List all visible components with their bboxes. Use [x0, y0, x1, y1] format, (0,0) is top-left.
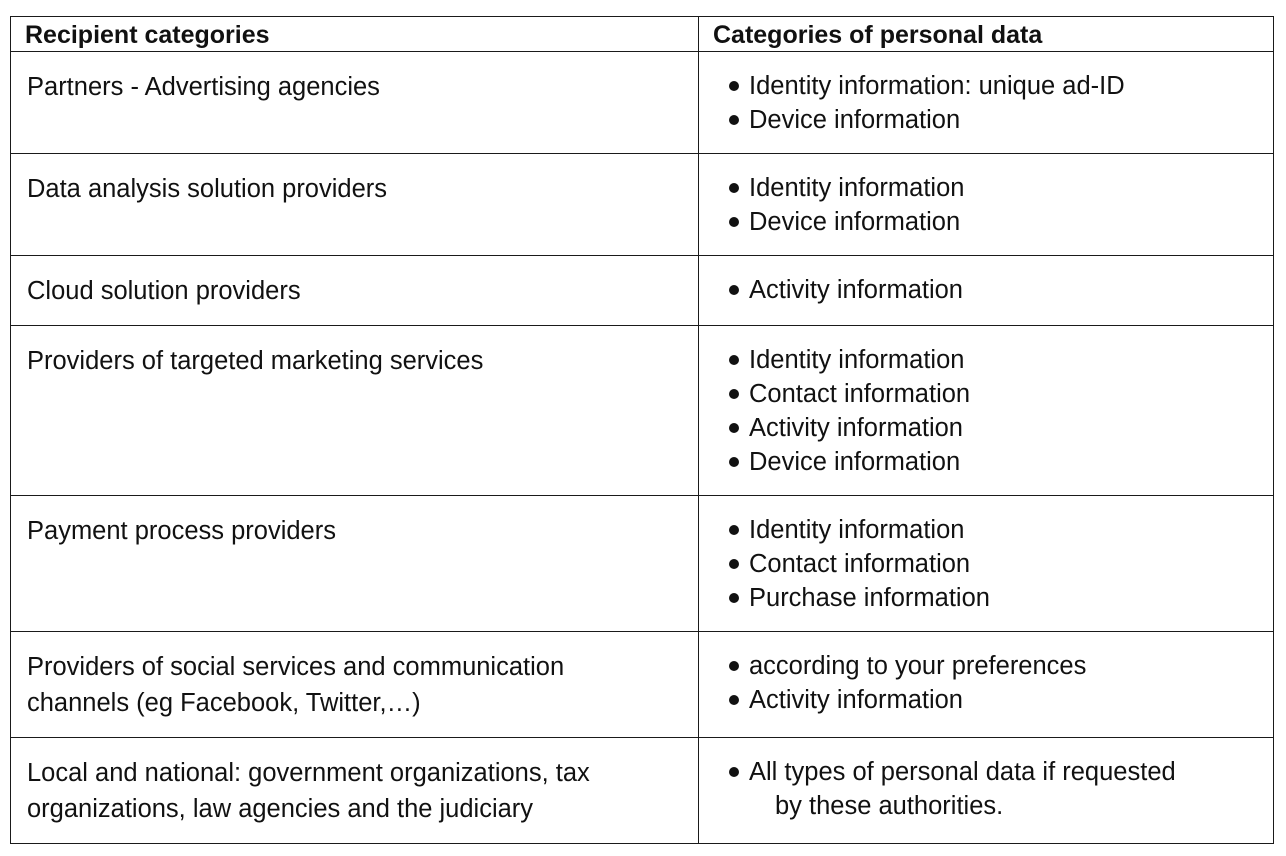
category-item: Activity information: [727, 273, 1263, 307]
category-item: Identity information: unique ad-ID: [727, 69, 1263, 103]
recipient-cell: Data analysis solution providers: [11, 154, 699, 256]
categories-cell: [699, 738, 1274, 844]
category-item: [727, 755, 1263, 823]
category-list: [727, 69, 1263, 137]
recipient-line: Providers of social services and communication: [27, 653, 565, 681]
category-line: by these authorities.: [775, 792, 1004, 820]
categories-cell: [699, 154, 1274, 256]
table-row: [11, 632, 1274, 738]
recipient-cell: Partners - Advertising agencies: [11, 52, 699, 154]
categories-cell: [699, 52, 1274, 154]
categories-cell: [699, 326, 1274, 496]
table-row: [11, 256, 1274, 326]
recipient-cell: [11, 738, 699, 844]
category-item: Identity information: [727, 513, 1263, 547]
category-list: [727, 273, 1263, 307]
category-list: [727, 755, 1263, 823]
category-item: Identity information: [727, 171, 1263, 205]
category-item: Contact information: [727, 547, 1263, 581]
category-item: Device information: [727, 103, 1263, 137]
categories-cell: [699, 496, 1274, 632]
recipient-line: organizations, law agencies and the judiciary: [27, 795, 534, 823]
header-categories-of-personal-data: Categories of personal data: [699, 17, 1274, 52]
category-list: [727, 171, 1263, 239]
recipient-cell: Cloud solution providers: [11, 256, 699, 326]
category-item: Activity information: [727, 411, 1263, 445]
table-row: [11, 154, 1274, 256]
recipient-cell: Payment process providers: [11, 496, 699, 632]
recipient-cell: Providers of targeted marketing services: [11, 326, 699, 496]
category-list: [727, 343, 1263, 479]
category-item: Activity information: [727, 683, 1263, 717]
category-item: Device information: [727, 445, 1263, 479]
recipient-line: channels (eg Facebook, Twitter,…): [27, 689, 421, 717]
table-row: [11, 326, 1274, 496]
table-header-row: [11, 17, 1274, 52]
category-item: Purchase information: [727, 581, 1263, 615]
header-recipient-categories: Recipient categories: [11, 17, 699, 52]
recipient-line: Local and national: government organizations, tax: [27, 759, 590, 787]
category-line: All types of personal data if requested: [749, 758, 1176, 786]
table-row: [11, 496, 1274, 632]
category-item: Identity information: [727, 343, 1263, 377]
categories-cell: [699, 632, 1274, 738]
categories-cell: [699, 256, 1274, 326]
category-list: [727, 649, 1263, 717]
table-row: [11, 52, 1274, 154]
table-row: [11, 738, 1274, 844]
recipient-cell: [11, 632, 699, 738]
recipient-data-table: [10, 16, 1274, 844]
category-list: [727, 513, 1263, 615]
category-item: according to your preferences: [727, 649, 1263, 683]
category-item: Contact information: [727, 377, 1263, 411]
category-item: Device information: [727, 205, 1263, 239]
